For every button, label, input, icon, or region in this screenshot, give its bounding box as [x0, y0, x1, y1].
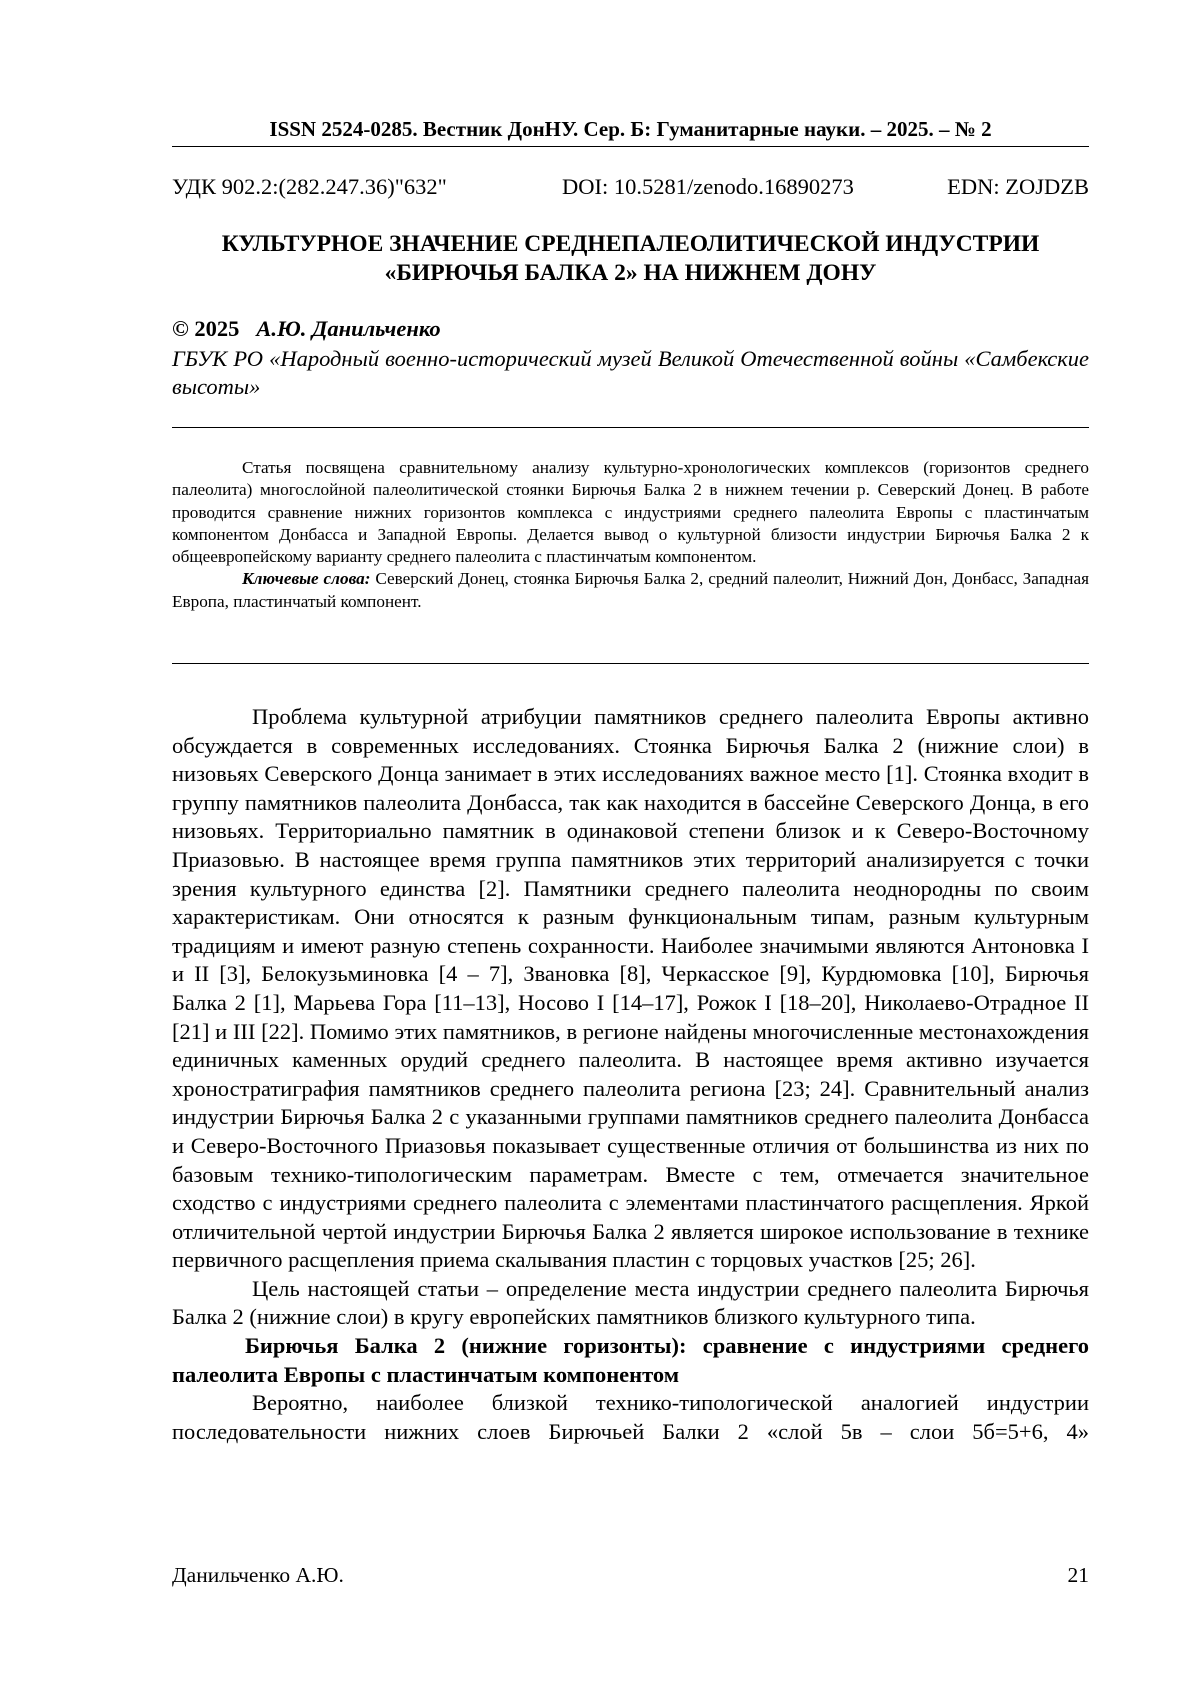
doi-link[interactable]: DOI: 10.5281/zenodo.16890273: [562, 174, 854, 199]
keywords: [172, 568, 1089, 613]
abstract: [172, 457, 1089, 613]
title-line-1: КУЛЬТУРНОЕ ЗНАЧЕНИЕ СРЕДНЕПАЛЕОЛИТИЧЕСКОЙ ИНДУСТРИИ: [221, 231, 1040, 257]
page-number: 21: [1067, 1563, 1089, 1587]
keywords-list: Северский Донец, стоянка Бирючья Балка 2, средний палеолит, Нижний Дон, Донбасс, Западная Европа, пластинчатый компонент.: [172, 569, 1089, 611]
abstract-text: Статья посвящена сравнительному анализу культурно-хронологических комплексов (горизонтов среднего палеолита) многослойной палеолитической стоянки Бирючья Балка 2 в нижнем течении р. Северский Донец. В работе проводится сравнение нижних горизонтов комплекса с индустриями среднего палеолита Европы с пластинчатым компонентом Донбасса и Западной Европы. Делается вывод о культурной близости индустрии Бирючья Балка 2 к общеевропейскому варианту среднего палеолита с пластинчатым компонентом.: [172, 458, 1089, 567]
udc-code: УДК 902.2:(282.247.36)"632": [172, 174, 447, 199]
section-heading: Бирючья Балка 2 (нижние горизонты): сравнение с индустриями среднего палеолита Европы с пластинчатым компонентом: [172, 1333, 1089, 1387]
journal-header: ISSN 2524-0285. Вестник ДонНУ. Сер. Б: Гуманитарные науки. – 2025. – № 2: [172, 112, 1089, 147]
keywords-label: Ключевые слова:: [242, 569, 371, 589]
body-paragraph-2: Цель настоящей статьи – определение места индустрии среднего палеолита Бирючья Балка 2 (нижние слои) в кругу европейских памятников близкого культурного типа.: [172, 1275, 1089, 1330]
article-body: [172, 703, 1089, 1446]
article-title: [172, 230, 1089, 288]
identifiers-line: [172, 172, 1089, 202]
page-footer: [172, 1560, 1089, 1590]
copyright-year: © 2025: [172, 316, 240, 341]
title-line-2: «БИРЮЧЬЯ БАЛКА 2» НА НИЖНЕМ ДОНУ: [384, 260, 877, 286]
body-paragraph-1: Проблема культурной атрибуции памятников среднего палеолита Европы активно обсуждается в современных исследованиях. Стоянка Бирючья Балка 2 (нижние слои) в низовьях Северского Донца занимает в этих исследованиях важное место [1]. Стоянка входит в группу памятников палеолита Донбасса, так как находится в бассейне Северского Донца, в его низовьях. Территориально памятник в одинаковой степени близок и к Северо-Восточному Приазовью. В настоящее время группа памятников этих территорий анализируется с точки зрения культурного единства [2]. Памятники среднего палеолита неоднородны по своим характеристикам. Они относятся к разным функциональным типам, разным культурным традициям и имеют разную степень сохранности. Наиболее значимыми являются Антоновка I и II [3], Белокузьминовка [4 – 7], Звановка [8], Черкасское [9], Курдюмовка [10], Бирючья Балка 2 [1], Марьева Гора [11–13], Носово I [14–17], Рожок I [18–20], Николаево-Отрадное II [21] и III [22]. Помимо этих памятников, в регионе найдены многочисленные местонахождения единичных каменных орудий среднего палеолита. В настоящее время активно изучается хроностратиграфия памятников среднего палеолита региона [23; 24]. Сравнительный анализ индустрии Бирючья Балка 2 с указанными группами памятников среднего палеолита Донбасса и Северо-Восточного Приазовья показывает существенные отличия от большинства из них по базовым технико-типологическим параметрам. Вместе с тем, отмечается значительное сходство с индустриями среднего палеолита с элементами пластинчатого расщепления. Яркой отличительной чертой индустрии Бирючья Балка 2 является широкое использование в технике первичного расщепления приема скалывания пластин с торцовых участков [25; 26].: [172, 704, 1089, 1273]
abstract-bottom-rule: [172, 663, 1089, 664]
footer-author: Данильченко А.Ю.: [172, 1563, 344, 1587]
edn-code: EDN: ZOJDZB: [947, 174, 1089, 199]
body-paragraph-3: Вероятно, наиболее близкой технико-типологической аналогией индустрии последовательности нижних слоев Бирючьей Балки 2 «слой 5в – слои 5б=5+6, 4»: [172, 1390, 1089, 1444]
author-name: А.Ю. Данильченко: [256, 316, 441, 341]
author-affiliation: ГБУК РО «Народный военно-исторический музей Великой Отечественной войны «Самбекские высоты»: [172, 346, 1089, 399]
abstract-top-rule: [172, 427, 1089, 428]
author-line: [172, 315, 1089, 343]
